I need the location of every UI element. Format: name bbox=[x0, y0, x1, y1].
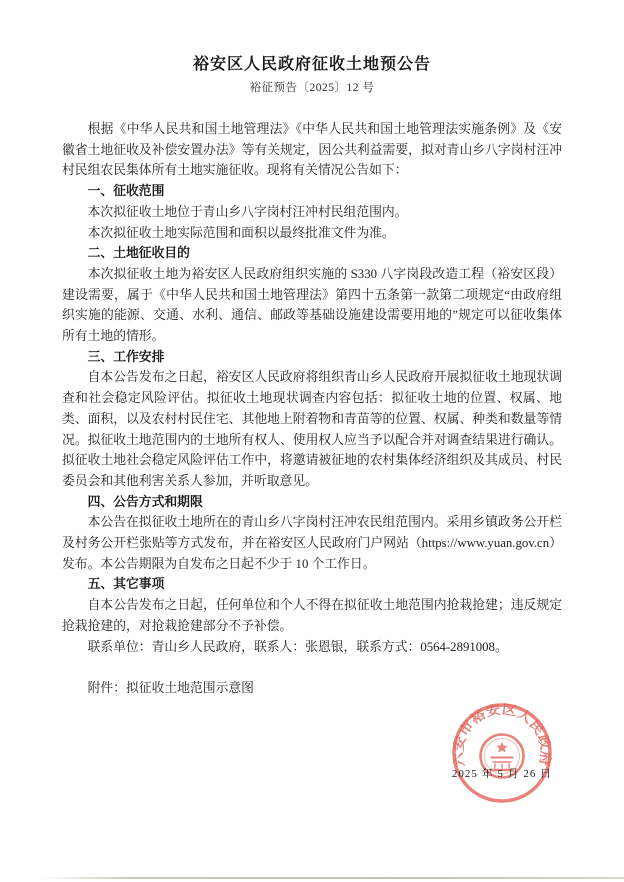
official-seal bbox=[449, 700, 555, 806]
seal-arc-text: 六安市裕安区人民政府 bbox=[450, 701, 554, 769]
paragraph-publication: 本公告在拟征收土地所在的青山乡八字岗村汪冲农民组范围内。采用乡镇政务公开栏及村务公开栏张贴等方式发布，并在裕安区人民政府门户网站（https://www.yuan.gov.cn）发布。本公告期限为自发布之日起不少于 10 个工作日。 bbox=[62, 515, 562, 571]
document-title: 裕安区人民政府征收土地预公告 bbox=[192, 56, 431, 73]
paragraph-work-plan: 自本公告发布之日起，裕安区人民政府将组织青山乡人民政府开展拟征收土地现状调查和社会稳定风险评估。拟征收土地现状调查内容包括：拟征收土地的位置、权属、地类、面积，以及农村村民住宅、其他地上附着物和青苗等的位置、权属、种类和数量等情况。拟征收土地范围内的土地所有权人、使用权人应当予以配合并对调查结果进行确认。拟征收土地社会稳定风险评估工作中，将邀请被征地的农村集体经济组织及其成员、村民委员会和其他利害关系人参加，并听取意见。 bbox=[62, 370, 562, 488]
page-edge-shadow bbox=[40, 877, 624, 879]
section-heading-3: 三、工作安排 bbox=[87, 349, 165, 364]
paragraph-scope-1: 本次拟征收土地位于青山乡八字岗村汪冲村民组范围内。 bbox=[87, 204, 408, 219]
document-number: 裕征预告〔2025〕12 号 bbox=[249, 82, 375, 94]
attachment-line: 附件：拟征收土地范围示意图 bbox=[87, 680, 254, 695]
paragraph-contact: 联系单位：青山乡人民政府，联系人：张恩银，联系方式：0564-2891008。 bbox=[87, 639, 508, 654]
paragraph-intro: 根据《中华人民共和国土地管理法》《中华人民共和国土地管理法实施条例》及《安徽省土地征收及补偿安置办法》等有关规定，因公共利益需要，拟对青山乡八字岗村汪冲村民组农民集体所有土地实施征收。现将有关情况公告如下： bbox=[62, 122, 562, 178]
paragraph-purpose: 本次拟征收土地为裕安区人民政府组织实施的 S330 八字岗段改造工程（裕安区段）建设需要，属于《中华人民共和国土地管理法》第四十五条第一款第二项规定“由政府组织实施的能源、交通、水利、通信、邮政等基础设施建设需要用地的”规定可以征收集体所有土地的情形。 bbox=[62, 266, 562, 344]
seal-date: 2025 年 5 月 26 日 bbox=[451, 768, 553, 780]
paragraph-scope-2: 本次拟征收土地实际范围和面积以最终批准文件为准。 bbox=[87, 225, 395, 240]
section-heading-4: 四、公告方式和期限 bbox=[87, 494, 203, 509]
section-heading-5: 五、其它事项 bbox=[87, 577, 165, 592]
section-heading-2: 二、土地征收目的 bbox=[87, 246, 190, 261]
section-heading-1: 一、征收范围 bbox=[87, 184, 165, 199]
document-body bbox=[62, 119, 562, 699]
paragraph-other: 自本公告发布之日起，任何单位和个人不得在拟征收土地范围内抢栽抢建；违反规定抢栽抢建的，对抢栽抢建部分不予补偿。 bbox=[62, 598, 562, 633]
